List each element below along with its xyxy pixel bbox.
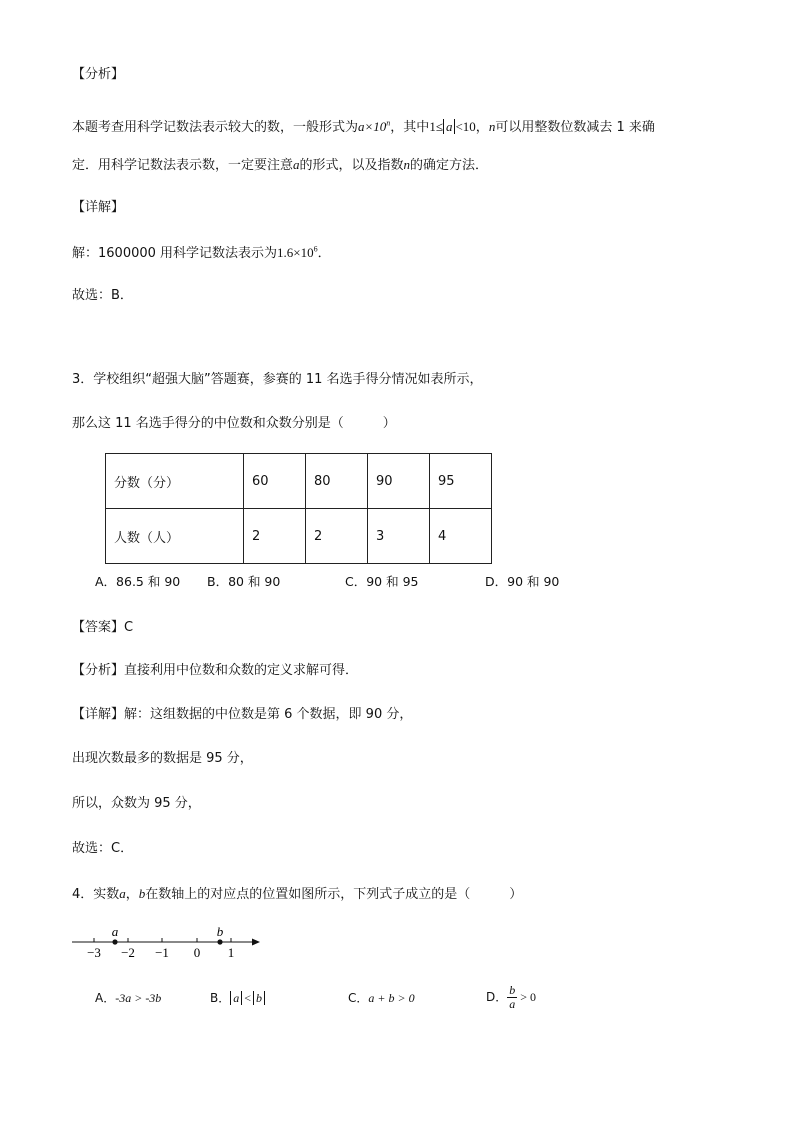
option-d: D．90 和 90	[485, 574, 560, 589]
option-label: C．	[348, 991, 369, 1005]
option-label: D．	[486, 990, 508, 1004]
table-cell: 95	[430, 454, 492, 509]
fraction-denominator: a	[509, 997, 516, 1011]
q4-option-c	[348, 990, 415, 1006]
q4-text: 4．实数	[72, 887, 120, 902]
q3-detail-3: 所以，众数为 95 分，	[72, 796, 201, 811]
tick-label: 0	[193, 945, 201, 960]
detail-line	[72, 245, 331, 262]
table-cell: 90	[368, 454, 430, 509]
analysis-text: 的形式，以及指数	[299, 158, 404, 173]
table-row	[106, 454, 492, 509]
range-left: 1≤	[429, 119, 443, 134]
table-cell: 4	[430, 509, 492, 564]
less-than-sign: <	[244, 991, 252, 1005]
point-b-label: b	[216, 924, 224, 939]
option-d-tail: > 0	[520, 990, 537, 1004]
fraction-b-over-a	[507, 984, 517, 1011]
option-label: A．	[95, 991, 116, 1005]
table-header-cell: 人数（人）	[106, 509, 244, 564]
option-c: C．90 和 95	[345, 574, 419, 589]
abs-a: a	[230, 991, 242, 1005]
q3-answer: 【答案】C	[72, 620, 134, 635]
detail-heading: 【详解】	[72, 200, 125, 215]
tick-label: 1	[227, 945, 235, 960]
table-cell: 2	[244, 509, 306, 564]
q4-option-a	[95, 990, 161, 1006]
point-a	[112, 939, 117, 944]
option-label: B．	[210, 991, 231, 1005]
fraction-numerator: b	[509, 983, 516, 997]
table-cell: 60	[244, 454, 306, 509]
option-c-expr: a + b > 0	[368, 991, 415, 1005]
q3-options	[95, 574, 559, 590]
detail-text: ．	[317, 246, 331, 261]
analysis-line-1	[72, 119, 655, 136]
formula-exponent: n	[386, 118, 391, 128]
range-right: <10	[455, 119, 476, 134]
detail-text: 解：1600000 用科学记数法表示为	[72, 246, 278, 261]
table-cell: 80	[306, 454, 368, 509]
var-a: a	[119, 886, 126, 901]
tick-label: −2	[121, 945, 135, 960]
option-a-expr: -3a > -3b	[115, 991, 162, 1005]
formula-exponent: 6	[313, 244, 318, 254]
formula-base: 1.6×10	[277, 245, 314, 260]
analysis-text: 的确定方法．	[410, 158, 489, 173]
q3-analysis: 【分析】直接利用中位数和众数的定义求解可得．	[72, 663, 359, 678]
table-header-cell: 分数（分）	[106, 454, 244, 509]
number-line	[72, 920, 272, 962]
var-b: b	[138, 886, 146, 901]
formula-base: a×10	[358, 119, 387, 134]
choice-line: 故选：B．	[72, 288, 133, 303]
table-cell: 2	[306, 509, 368, 564]
table-cell: 3	[368, 509, 430, 564]
point-b	[217, 939, 222, 944]
tick-label: −3	[87, 945, 101, 960]
abs-a: a	[443, 119, 456, 134]
point-a-label: a	[111, 924, 119, 939]
option-b: B．80 和 90	[207, 574, 281, 589]
q4-stem	[72, 886, 522, 903]
q4-text: ，	[125, 887, 139, 902]
analysis-text: 定．用科学记数法表示数，一定要注意	[72, 158, 294, 173]
q3-detail-1: 【详解】解：这组数据的中位数是第 6 个数据，即 90 分，	[72, 707, 413, 722]
q3-detail-2: 出现次数最多的数据是 95 分，	[72, 751, 253, 766]
q3-choice: 故选：C．	[72, 841, 134, 856]
number-line-arrow	[252, 939, 260, 946]
analysis-text: ，	[475, 120, 489, 135]
score-table	[105, 453, 492, 564]
var-n: n	[403, 157, 411, 172]
q3-stem-line-2: 那么这 11 名选手得分的中位数和众数分别是（ ）	[72, 416, 396, 431]
analysis-heading: 【分析】	[72, 67, 125, 82]
analysis-text: ，其中	[390, 120, 430, 135]
analysis-text: 可以用整数位数减去 1 来确	[495, 120, 655, 135]
tick-label: −1	[155, 945, 169, 960]
q4-text: 在数轴上的对应点的位置如图所示，下列式子成立的是（ ）	[145, 887, 523, 902]
analysis-text: 本题考查用科学记数法表示较大的数，一般形式为	[72, 120, 359, 135]
option-a: A．86.5 和 90	[95, 574, 181, 589]
q4-option-d	[486, 982, 536, 1012]
q3-stem-line-1: 3．学校组织“超强大脑”答题赛，参赛的 11 名选手得分情况如表所示，	[72, 372, 483, 387]
table-row	[106, 509, 492, 564]
q4-option-b	[210, 990, 265, 1006]
abs-b: b	[253, 991, 265, 1005]
analysis-line-2	[72, 157, 488, 174]
var-a: a	[293, 157, 300, 172]
var-n: n	[488, 119, 496, 134]
